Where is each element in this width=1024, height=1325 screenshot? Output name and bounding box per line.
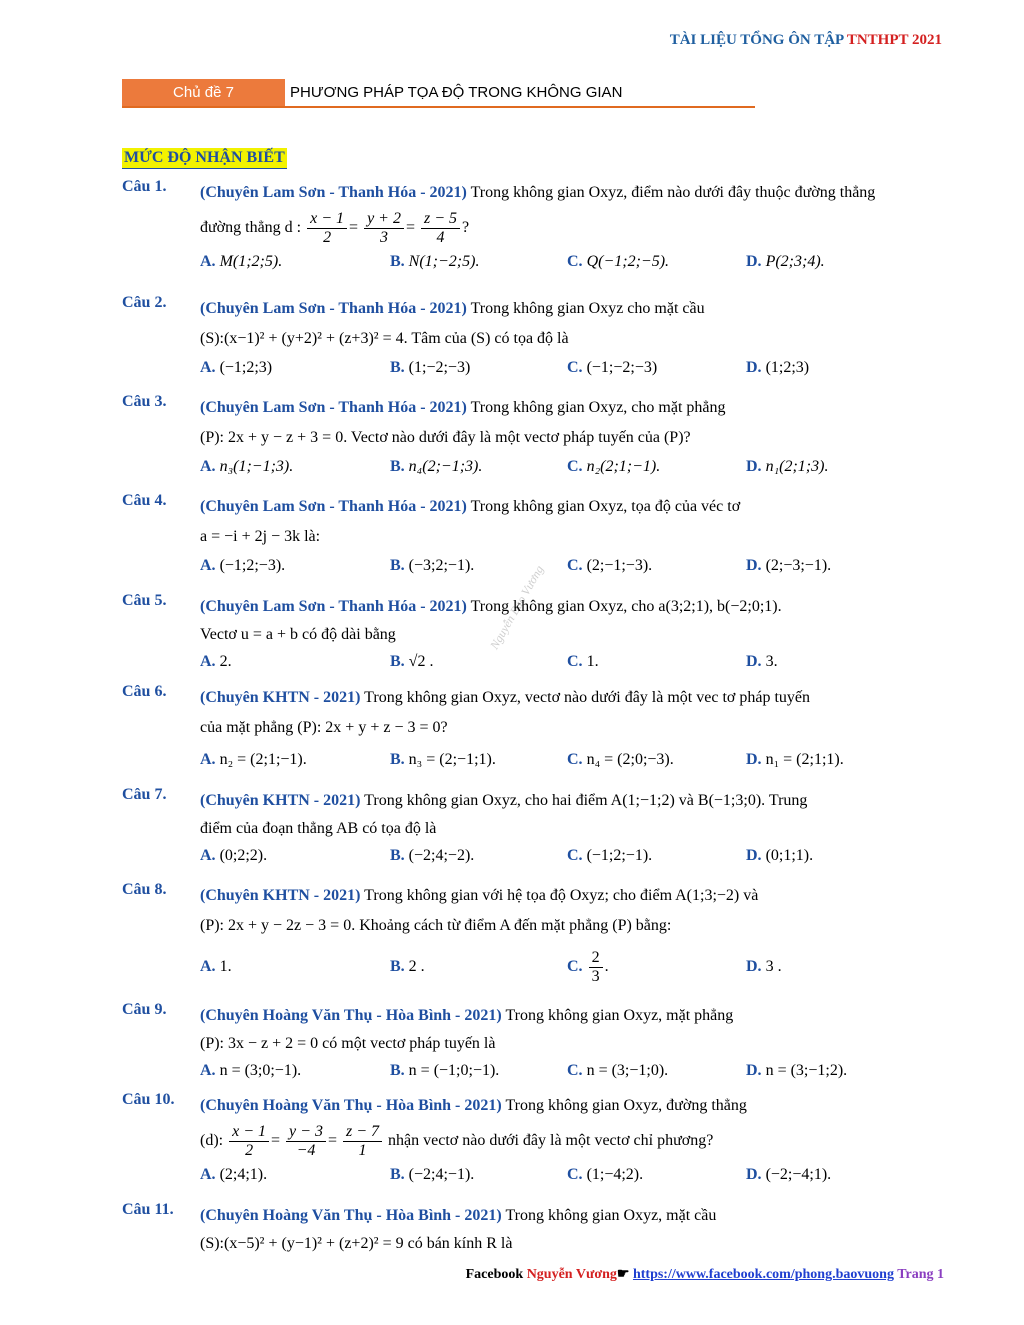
option-d[interactable]: D. (0;1;1). [746, 847, 814, 864]
question-11 [122, 1201, 945, 1257]
option-a[interactable]: A. (−1;2;3) [200, 359, 273, 376]
option-b[interactable]: B. √2 . [390, 653, 434, 670]
answer-options [200, 248, 945, 276]
question-text [200, 294, 945, 324]
question-text-line2: điểm của đoạn thẳng AB có tọa độ là [200, 820, 437, 837]
question-source: (Chuyên Hoàng Văn Thụ - Hòa Bình - 2021) [200, 1207, 502, 1224]
question-text-line2: (P): 2x + y − 2z − 3 = 0. Khoảng cách từ điểm A đến mặt phẳng (P) bằng: [200, 917, 672, 934]
answer-options [200, 552, 945, 580]
question-text [200, 683, 945, 713]
option-c[interactable]: C. (−1;2;−1). [567, 847, 653, 864]
option-c[interactable]: C. 1. [567, 653, 599, 670]
question-stem: Trong không gian Oxyz, cho hai điểm A(1;−1;2) và B(−1;3;0). Trung [364, 792, 808, 809]
numerator: y + 2 [364, 210, 404, 229]
question-stem: Trong không gian Oxyz, cho mặt phẳng [470, 399, 726, 416]
question-stem: Trong không gian Oxyz, tọa độ của véc tơ [470, 498, 741, 515]
option-c[interactable]: C. Q(−1;2;−5). [567, 253, 670, 270]
answer-options [200, 354, 945, 382]
option-c[interactable]: C. n = (3;−1;0). [567, 1062, 669, 1079]
line-label: đường thẳng d : [200, 219, 302, 236]
question-source: (Chuyên Lam Sơn - Thanh Hóa - 2021) [200, 184, 467, 201]
question-text-line2: (P): 2x + y − z + 3 = 0. Vectơ nào dưới đây là một vectơ pháp tuyến của (P)? [200, 429, 691, 446]
question-line-equation: đường thẳng d : $\frac{x - 1}{2}$ = $\frac{y + 2}{3}$ = $\frac{z - 5}{4}$ ? [200, 209, 470, 246]
answer-options [200, 943, 945, 991]
question-6 [122, 683, 945, 774]
fraction [364, 210, 404, 247]
option-d[interactable]: D. n₁(2;1;3). [746, 458, 829, 475]
option-b[interactable]: B. n₃ = (2;−1;1). [390, 751, 496, 768]
question-number: Câu 1. [122, 178, 167, 195]
option-d[interactable]: D. n₁ = (2;1;1). [746, 751, 844, 768]
option-b[interactable]: B. (1;−2;−3) [390, 359, 471, 376]
question-stem: Trong không gian với hệ tọa độ Oxyz; cho điểm A(1;3;−2) và [364, 887, 759, 904]
fraction: $\frac{z - 7}{1}$ [343, 1123, 382, 1160]
option-a[interactable]: A. (2;4;1). [200, 1166, 268, 1183]
question-text-line2: nhận vectơ nào dưới đây là một vectơ chỉ phương? [388, 1132, 714, 1149]
question-stem: Trong không gian Oxyz, mặt cầu [505, 1207, 717, 1224]
question-number: Câu 9. [122, 1001, 167, 1018]
question-source: (Chuyên KHTN - 2021) [200, 887, 361, 904]
watermark: Nguyễn Bảo Vương [487, 562, 547, 652]
option-b[interactable]: B. n₄(2;−1;3). [390, 458, 483, 475]
question-line-equation: (d): $\frac{x - 1}{2}$ = $\frac{y - 3}{-4}$ = $\frac{z - 7}{1}$ nhận vectơ nào dưới đây là một vectơ chỉ phương? [200, 1122, 714, 1159]
denominator: 2 [323, 228, 332, 246]
question-text [200, 178, 945, 208]
header-exam: TNTHPT 2021 [846, 32, 942, 48]
option-d[interactable]: D. (−2;−4;1). [746, 1166, 832, 1183]
question-source: (Chuyên Hoàng Văn Thụ - Hòa Bình - 2021) [200, 1097, 502, 1114]
page-footer [466, 1266, 944, 1283]
option-d[interactable]: D. (2;−3;−1). [746, 557, 832, 574]
question-stem: Trong không gian Oxyz, đường thẳng [505, 1097, 747, 1114]
question-text-line2: Vectơ u = a + b có độ dài bằng [200, 626, 396, 643]
fraction [307, 210, 347, 247]
question-8 [122, 881, 945, 991]
facebook-link[interactable]: https://www.facebook.com/phong.baovuong [632, 1267, 894, 1282]
answer-options [200, 746, 945, 774]
question-stem: Trong không gian Oxyz, cho a(3;2;1), b(−2;0;1). [470, 598, 782, 615]
question-text [200, 393, 945, 423]
question-number: Câu 11. [122, 1201, 174, 1218]
question-number: Câu 10. [122, 1091, 175, 1108]
pointer-icon: ☛ [616, 1267, 633, 1282]
line-label: (d): [200, 1132, 224, 1149]
option-b[interactable]: B. n = (−1;0;−1). [390, 1062, 500, 1079]
question-number: Câu 3. [122, 393, 167, 410]
question-source: (Chuyên Hoàng Văn Thụ - Hòa Bình - 2021) [200, 1007, 502, 1024]
answer-options [200, 1057, 945, 1085]
footer-label: Facebook [465, 1267, 527, 1282]
answer-options [200, 842, 945, 870]
question-text [200, 1201, 945, 1231]
option-a[interactable]: A. M(1;2;5). [200, 253, 283, 270]
question-stem: Trong không gian Oxyz, điểm nào dưới đây thuộc đường thẳng [470, 184, 876, 201]
option-a[interactable]: A. 1. [200, 958, 232, 975]
question-2 [122, 294, 945, 382]
option-b[interactable]: B. (−3;2;−1). [390, 557, 475, 574]
question-7 [122, 786, 945, 870]
option-c[interactable]: C. n₂(2;1;−1). [567, 458, 661, 475]
question-stem: Trong không gian Oxyz, mặt phẳng [505, 1007, 734, 1024]
question-text [200, 786, 945, 816]
question-number: Câu 8. [122, 881, 167, 898]
question-text [200, 592, 945, 622]
question-source: (Chuyên Lam Sơn - Thanh Hóa - 2021) [200, 598, 467, 615]
answer-options [200, 453, 945, 481]
question-source: (Chuyên KHTN - 2021) [200, 792, 361, 809]
question-text [200, 1001, 945, 1031]
header-title: TÀI LIỆU TỔNG ÔN TẬP [669, 32, 847, 48]
fraction [421, 210, 460, 247]
question-text-line2: (S):(x−5)² + (y−1)² + (z+2)² = 9 có bán kính R là [200, 1235, 513, 1252]
topic-bar [122, 79, 755, 108]
question-number: Câu 5. [122, 592, 167, 609]
numerator: z − 5 [421, 210, 460, 229]
option-c[interactable]: C. (1;−4;2). [567, 1166, 644, 1183]
question-stem: Trong không gian Oxyz, vectơ nào dưới đây là một vec tơ pháp tuyến [364, 689, 810, 706]
question-text [200, 881, 945, 911]
question-source: (Chuyên Lam Sơn - Thanh Hóa - 2021) [200, 498, 467, 515]
page-number: Trang 1 [893, 1267, 944, 1282]
topic-title: PHƯƠNG PHÁP TỌA ĐỘ TRONG KHÔNG GIAN [290, 84, 623, 101]
option-a[interactable]: A. (0;2;2). [200, 847, 268, 864]
fraction: $\frac{x - 1}{2}$ [229, 1123, 269, 1160]
denominator: 3 [380, 228, 389, 246]
level-heading: MỨC ĐỘ NHẬN BIẾT [122, 148, 287, 169]
question-stem: Trong không gian Oxyz cho mặt cầu [470, 300, 705, 317]
option-c[interactable]: C. $\frac{2}{3}$ . [567, 948, 609, 985]
option-d[interactable]: D. (1;2;3) [746, 359, 810, 376]
question-number: Câu 4. [122, 492, 167, 509]
question-source: (Chuyên Lam Sơn - Thanh Hóa - 2021) [200, 300, 467, 317]
option-d[interactable]: D. 3. [746, 653, 778, 670]
question-text [200, 492, 945, 522]
option-a[interactable]: A. (−1;2;−3). [200, 557, 286, 574]
option-d[interactable]: D. 3 . [746, 958, 782, 975]
question-text-line2: a = −i + 2j − 3k là: [200, 528, 321, 545]
option-a[interactable]: A. n = (3;0;−1). [200, 1062, 302, 1079]
option-c[interactable]: C. n₄ = (2;0;−3). [567, 751, 674, 768]
question-text-line2: (P): 3x − z + 2 = 0 có một vectơ pháp tuyến là [200, 1035, 496, 1052]
option-b[interactable]: B. (−2;4;−1). [390, 1166, 475, 1183]
question-source: (Chuyên KHTN - 2021) [200, 689, 361, 706]
question-number: Câu 2. [122, 294, 167, 311]
option-a[interactable]: A. n₃(1;−1;3). [200, 458, 294, 475]
answer-options [200, 1161, 945, 1189]
question-5 [122, 592, 945, 676]
question-3 [122, 393, 945, 481]
question-10 [122, 1091, 945, 1189]
option-b[interactable]: B. (−2;4;−2). [390, 847, 475, 864]
answer-options [200, 648, 945, 676]
option-d[interactable]: D. n = (3;−1;2). [746, 1062, 848, 1079]
question-1 [122, 178, 945, 276]
question-9 [122, 1001, 945, 1085]
option-b[interactable]: B. 2 . [390, 958, 425, 975]
document-header [670, 32, 942, 49]
question-4 [122, 492, 945, 580]
question-number: Câu 7. [122, 786, 167, 803]
denominator: 4 [436, 228, 445, 246]
question-text-line2: (S):(x−1)² + (y+2)² + (z+3)² = 4. Tâm của (S) có tọa độ là [200, 330, 569, 347]
question-text [200, 1091, 945, 1121]
question-text-line2: của mặt phẳng (P): 2x + y + z − 3 = 0? [200, 719, 448, 736]
question-mark: ? [462, 219, 470, 236]
footer-author: Nguyễn Vương [526, 1267, 617, 1282]
fraction: $\frac{y - 3}{-4}$ [286, 1123, 326, 1160]
fraction: $\frac{2}{3}$ [589, 949, 603, 986]
option-b[interactable]: B. N(1;−2;5). [390, 253, 480, 270]
option-a[interactable]: A. 2. [200, 653, 232, 670]
topic-badge: Chủ đề 7 [122, 79, 285, 106]
option-d[interactable]: D. P(2;3;4). [746, 253, 825, 270]
option-c[interactable]: C. (−1;−2;−3) [567, 359, 658, 376]
question-number: Câu 6. [122, 683, 167, 700]
option-a[interactable]: A. n₂ = (2;1;−1). [200, 751, 307, 768]
option-c[interactable]: C. (2;−1;−3). [567, 557, 653, 574]
question-source: (Chuyên Lam Sơn - Thanh Hóa - 2021) [200, 399, 467, 416]
numerator: x − 1 [307, 210, 347, 229]
